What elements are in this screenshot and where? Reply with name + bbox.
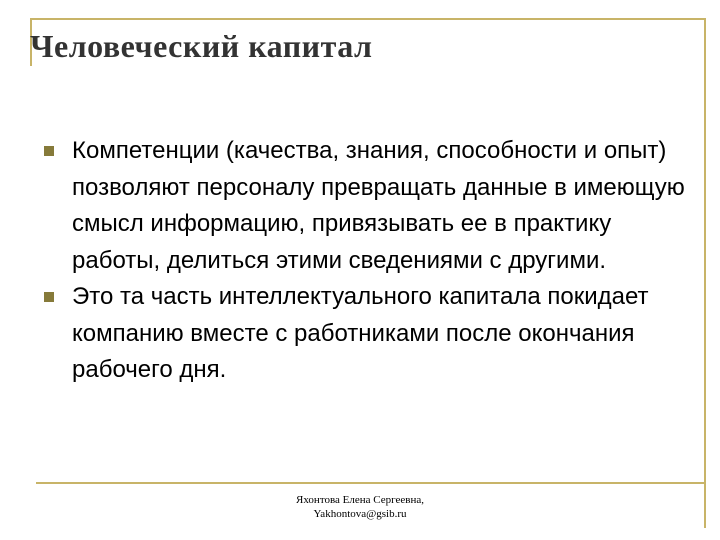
bullet-text: Это та часть интеллектуального капитала покидает компанию вместе с работниками после окончания рабочего дня.	[72, 283, 649, 383]
frame-top-line	[30, 18, 706, 20]
footer-author: Яхонтова Елена Сергеевна,	[296, 494, 424, 506]
bullet-item-capital-leaves	[44, 279, 694, 389]
frame-bottom-line	[36, 482, 706, 484]
bullet-list	[44, 133, 694, 389]
slide-title: Человеческий капитал	[30, 28, 373, 64]
frame-right-line	[704, 18, 706, 528]
footer-email: Yakhontova@gsib.ru	[313, 508, 407, 520]
square-bullet-icon	[44, 292, 54, 302]
bullet-item-competencies	[44, 133, 694, 279]
slide-footer	[260, 493, 460, 521]
bullet-text: Компетенции (качества, знания, способности и опыт) позволяют персоналу превращать данные в имеющую смысл информацию, привязывать ее в практику работы, делиться этими сведениями с другими.	[72, 137, 685, 274]
square-bullet-icon	[44, 146, 54, 156]
